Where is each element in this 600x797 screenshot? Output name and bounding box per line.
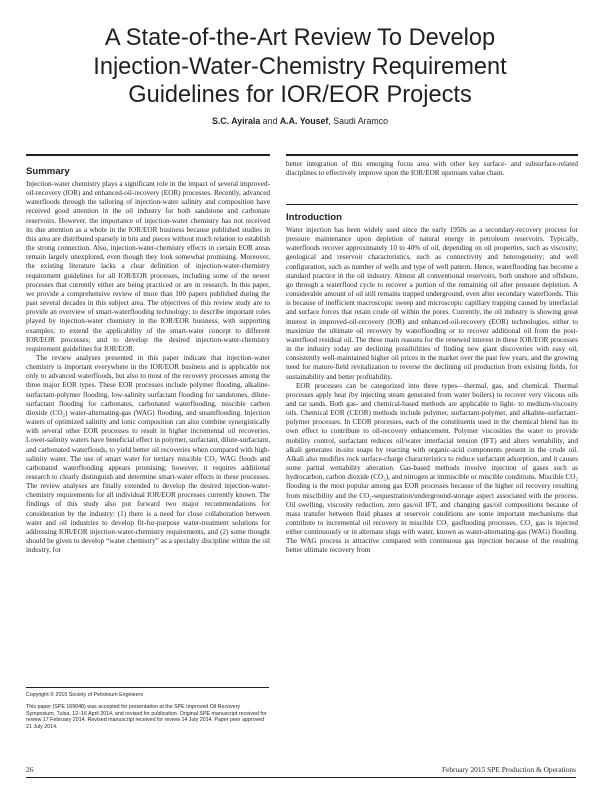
footer-rule [26,777,576,778]
introduction-paragraph: EOR processes can be categorized into three types—thermal, gas, and chemical. Thermal processes apply heat (by injecting steam generated from water boilers) to recover very viscous oils and tar sands. Both gas- and chemical-based methods are applicable to light- to medium-viscosity oils. Chemical EOR (CEOR) methods include polymer, surfactant-polymer, and alkaline-surfactant-polymer processes. In CEOR processes, each of the constituents used in the chemical blend has its own effect to contribute to oil-recovery enhancement. Polymer viscosities the water to provide mobility control, surfactant reduces oil/water interfacial tension (IFT) and alters wettability, and alkali generates in-situ soaps by reacting with organic-acid components present in the crude oil. Alkali also modifies rock surface-charge characteristics to reduce surfactant adsorption, and it causes some partial wettability alteration. Gas-based methods involve injection of gases such as hydrocarbon, carbon dioxide (CO₂), and nitrogen at immiscible or miscible conditions. Miscible CO₂ flooding is the most popular among gas EOR processes because of the higher oil recovery resulting from miscibility and the CO₂-sequestration/underground-storage aspect associated with the process. Oil swelling, viscosity reduction, zero gas/oil IFT, and changing gas/oil compositions because of mass transfer between fluid phases at reservoir conditions are some important mechanisms that contribute to incremental oil recovery in miscible CO₂ gasflooding processes. CO₂ gas is injected either continuously or in alternate slugs with water, known as water-alternating-gas (WAG) flooding. The WAG process is attractive compared with continuous gas injection because of the resulting better ultimate recovery from [286,381,578,555]
introduction-paragraph: Water injection has been widely used since the early 1950s as a secondary-recovery process for pressure maintenance upon depletion of natural energy in petroleum reservoirs. Typically, waterfloods recover approximately 10 to 40% of oil, depending on oil properties, such as viscosity; geological and reservoir characteristics, such as connectivity and heterogeneity; and well configuration, such as number of wells and type of well pattern. Hence, waterflooding has become a standard practice in the oil industry. Almost all conventional reservoirs, both onshore and offshore, go through a waterflood cycle to recover a portion of the remaining oil after pressure depletion. A considerable amount of oil still remains trapped underground, even after secondary waterfloods. This is because of inefficient macroscopic sweep and microscopic capillary trapping caused by interfacial and surface forces that retain crude oil within the pores. Currently, the oil industry is showing great interest in improved-oil-recovery (IOR) and enhanced-oil-recovery (EOR) technologies, either to maximize the ultimate oil recovery by waterflooding or to recover additional oil from the post-waterflood residual oil. The three main reasons for the renewed interest in these IOR/EOR processes in the industry today are declining possibilities of finding new giant discoveries with easy oil, consistently well-maintained higher oil prices in the market over the past few years, and the growing need for mature-field revitalization to reverse the declining oil production from existing fields, for sustainability and better profitability. [286,226,578,381]
introduction-body [286,226,578,556]
author-conjunction: and [262,116,278,126]
title-line: Guidelines for IOR/EOR Projects [128,82,472,108]
journal-issue: February 2015 SPE Production & Operations [441,765,576,774]
title-line: Injection-Water-Chemistry Requirement [93,53,507,80]
page-number: 26 [26,765,34,774]
footnote-rule [26,687,269,688]
summary-continuation [286,160,578,178]
summary-heading: Summary [26,166,70,177]
summary-top-rule [26,154,270,156]
introduction-heading: Introduction [286,212,342,223]
summary-paragraph: The review analyses presented in this paper indicate that injection-water chemistry is important everywhere in the IOR/EOR business and is applicable not only to advanced waterfloods, but also to most of the recovery processes among the three major EOR types. These EOR processes include polymer flooding, alkaline-surfactant-polymer flooding, low-salinity surfactant flooding for sandstones, dilute-surfactant flooding for carbonates, carbonated waterflooding, miscible carbon dioxide (CO₂) water-alternating-gas (WAG) flooding, and steamflooding. Injection waters of optimized salinity and ionic composition can also combine synergistically with several other EOR processes to result in higher incremental oil recoveries. Lower-salinity waters have beneficial effect in polymer, surfactant, dilute-surfactant, and carbonated waterfloods, to yield better oil recoveries when compared with high-salinity water. The use of smart water for tertiary miscible CO₂ WAG floods and carbonated waterflooding appears promising; however, it requires additional research to clearly distinguish and determine smart-water effects in these processes. The review analyses are finally extended to develop the desired injection-water-chemistry requirements for all individual IOR/EOR processes currently known. The findings of this study also put forward two major recommendations for consideration by the industry: (1) there is a need for close collaboration between water and oil industries to develop fit-for-purpose water-treatment solutions for addressing IOR/EOR injection-water-chemistry requirements, and (2) some thought should be given to develop “water chemistry” as a specialty discipline within the oil industry, for [26,353,270,555]
summary-body [26,180,270,555]
affiliation: , Saudi Aramco [328,116,389,126]
copyright-notice: Copyright © 2015 Society of Petroleum Engineers [26,692,143,698]
paper-history-note: This paper (SPE 169048) was accepted for presentation at the SPE Improved Oil Recovery Symposium, Tulsa, 12–16 April 2014, and revised for publication. Original SPE manuscript received for review 17 February 2014. Revised manuscript received for review 14 July 2014. Paper peer approved 21 July 2014. [26,704,267,730]
author-line [0,116,600,127]
summary-paragraph: better integration of this emerging focus area with other key surface- and subsurface-related disciplines to effectively improve upon the IOR/EOR upstream value chain. [286,160,578,178]
author-2: A.A. Yousef [279,116,329,126]
introduction-top-rule [286,204,578,205]
author-1: S.C. Ayirala [211,116,261,126]
title-line: A State-of-the-Art Review To Develop [104,25,496,51]
article-title [30,24,570,110]
summary-paragraph: Injection-water chemistry plays a significant role in the impact of several improved-oil-recovery (IOR) and enhanced-oil-recovery (EOR) processes. Recently, advanced waterfloods through the tailoring of injection-water salinity and composition have received good attention in the oil industry for both sandstone and carbonate reservoirs. However, the importance of injection-water chemistry has not received its due attention as a whole in the IOR/EOR business because published studies in this area are distributed sparsely in bits and pieces without much relation to establish the strong connection. Also, injection-water-chemistry effects in certain EOR areas remain largely unexplored, even though they look somewhat promising. Moreover, the existing literature lacks a clear definition of injection-water-chemistry requirement guidelines for all IOR/EOR processes, including some of the newer processes that currently either are being practiced or are in research. In this paper, we provide a comprehensive review of more than 100 papers published during the past several decades in this subject area. The objectives of this review study are to provide an overview of smart-waterflooding technology; to describe important roles played by injection-water chemistry in the IOR/EOR business, with supporting examples; to extend the applicability of the smart-water concept to different IOR/EOR processes; and to develop the desired injection-water-chemistry requirement guidelines for IOR/EOR. [26,180,270,353]
continuation-top-rule [286,154,578,156]
